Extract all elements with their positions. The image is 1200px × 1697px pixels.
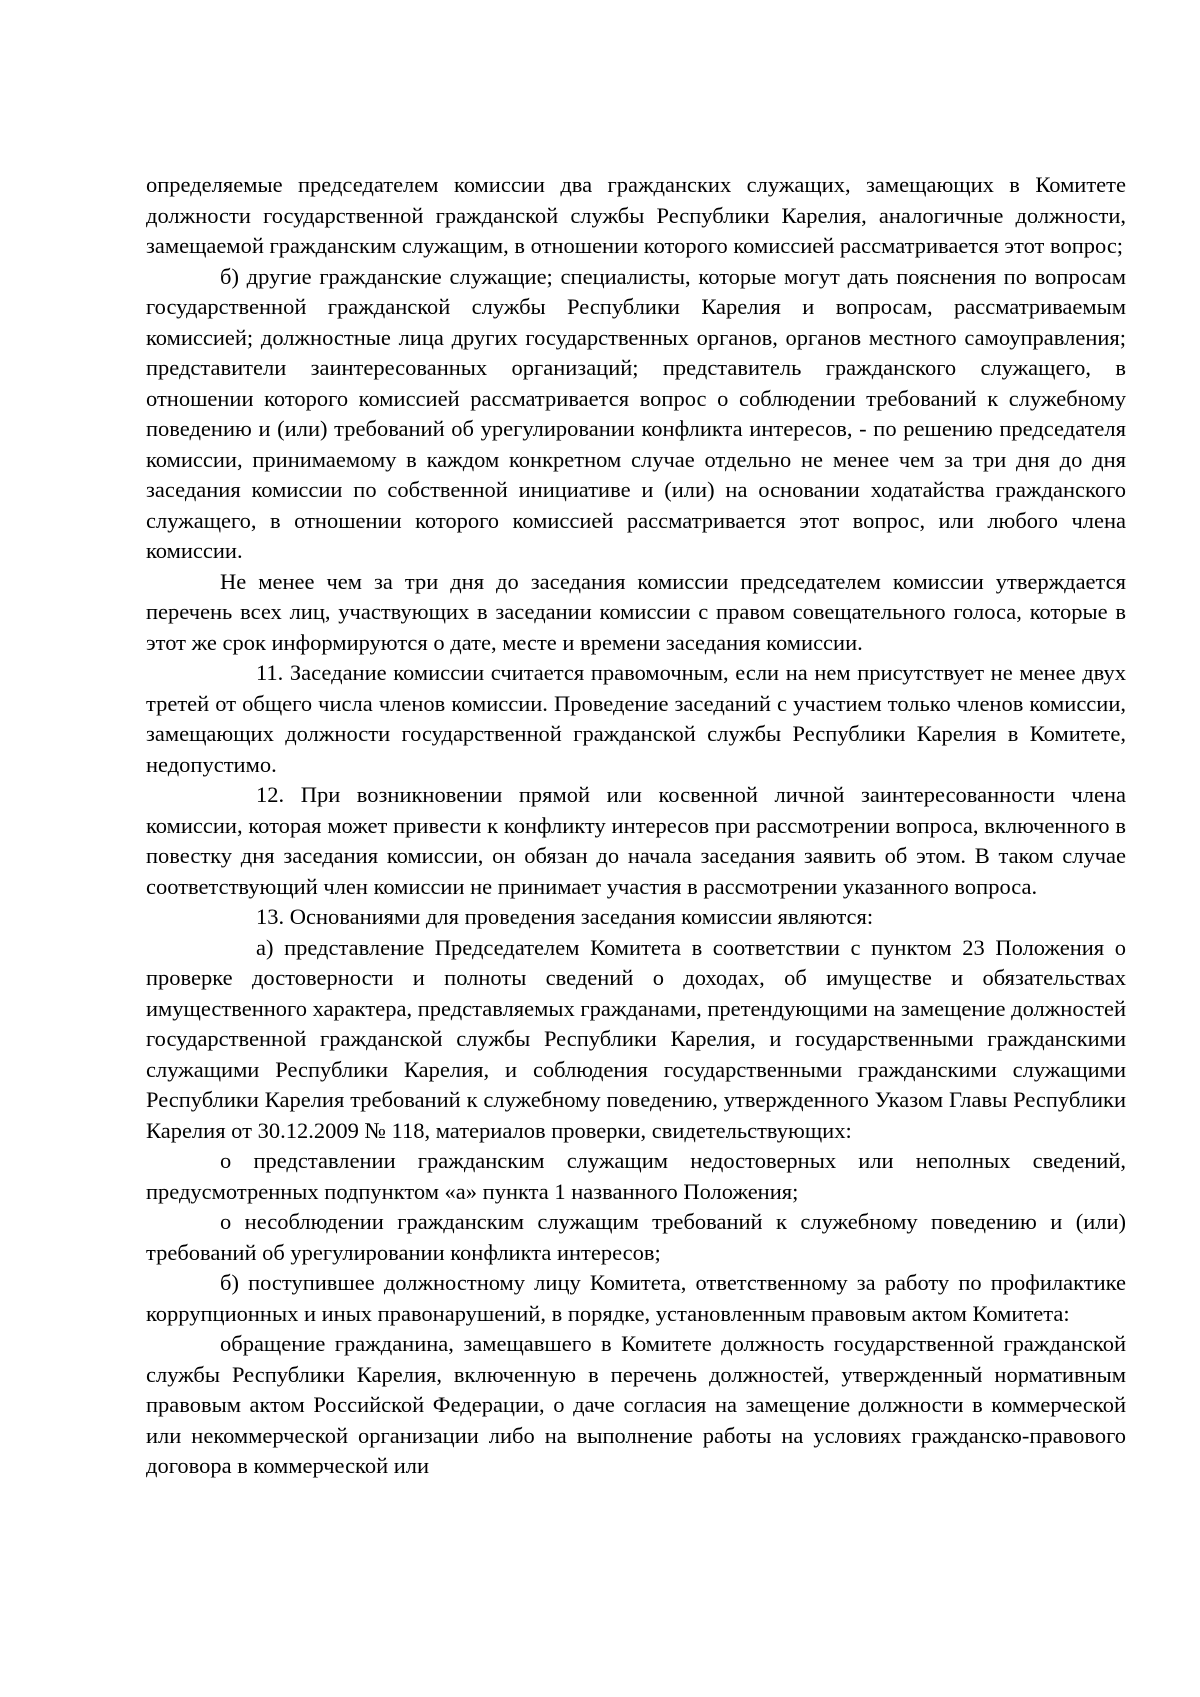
paragraph-other-participants: б) другие гражданские служащие; специалисты, которые могут дать пояснения по вопросам государственной гражданской службы Республики Карелия и вопросам, рассматриваемым комиссией; должностные лица других государственных органов, органов местного самоуправления; представители заинтересованных организаций; представитель гражданского служащего, в отношении которого комиссией рассматривается вопрос о соблюдении требований к служебному поведению и (или) требований об урегулировании конфликта интересов, - по решению председателя комиссии, принимаемому в каждом конкретном случае отдельно не менее чем за три дня до дня заседания комиссии по собственной инициативе и (или) на основании ходатайства гражданского служащего, в отношении которого комиссией рассматривается этот вопрос, или любого члена комиссии. [146, 263, 1126, 563]
paragraph-item-13: 13. Основаниями для проведения заседания комиссии являются: [256, 904, 874, 929]
paragraph-item-12: 12. При возникновении прямой или косвенной личной заинтересованности члена комиссии, которая может привести к конфликту интересов при рассмотрении вопроса, включенного в повестку дня заседания комиссии, он обязан до начала заседания заявить об этом. В таком случае соответствующий член комиссии не принимает участия в рассмотрении указанного вопроса. [146, 782, 1126, 899]
paragraph-item-13-b-1: обращение гражданина, замещавшего в Комитете должность государственной гражданской службы Республики Карелия, включенную в перечень должностей, утвержденный нормативным правовым актом Российской Федерации, о даче согласия на замещение должности в коммерческой или некоммерческой организации либо на выполнение работы на условиях гражданско-правового договора в коммерческой или [146, 1331, 1126, 1478]
paragraph-item-13-b: б) поступившее должностному лицу Комитета, ответственному за работу по профилактике коррупционных и иных правонарушений, в порядке, установленным правовым актом Комитета: [146, 1270, 1126, 1326]
document-page [146, 170, 1126, 1482]
paragraph-participants-list: Не менее чем за три дня до заседания комиссии председателем комиссии утверждается перечень всех лиц, участвующих в заседании комиссии с правом совещательного голоса, которые в этот же срок информируются о дате, месте и времени заседания комиссии. [146, 568, 1126, 655]
paragraph-item-13-a-2: о несоблюдении гражданским служащим требований к служебному поведению и (или) требований об урегулировании конфликта интересов; [146, 1209, 1126, 1265]
paragraph-continuation: определяемые председателем комиссии два гражданских служащих, замещающих в Комитете должности государственной гражданской службы Республики Карелия, аналогичные должности, замещаемой гражданским служащим, в отношении которого комиссией рассматривается этот вопрос; [146, 172, 1126, 258]
paragraph-item-11: 11. Заседание комиссии считается правомочным, если на нем присутствует не менее двух третей от общего числа членов комиссии. Проведение заседаний с участием только членов комиссии, замещающих должности государственной гражданской службы Республики Карелия в Комитете, недопустимо. [146, 660, 1126, 777]
paragraph-item-13-a-1: о представлении гражданским служащим недостоверных или неполных сведений, предусмотренных подпунктом «а» пункта 1 названного Положения; [146, 1148, 1126, 1204]
paragraph-item-13-a: а) представление Председателем Комитета в соответствии с пунктом 23 Положения о проверке достоверности и полноты сведений о доходах, об имуществе и обязательствах имущественного характера, представляемых гражданами, претендующими на замещение должностей государственной гражданской службы Республики Карелия, и государственными гражданскими служащими Республики Карелия, и соблюдения государственными гражданскими служащими Республики Карелия требований к служебному поведению, утвержденного Указом Главы Республики Карелия от 30.12.2009 № 118, материалов проверки, свидетельствующих: [146, 934, 1126, 1143]
